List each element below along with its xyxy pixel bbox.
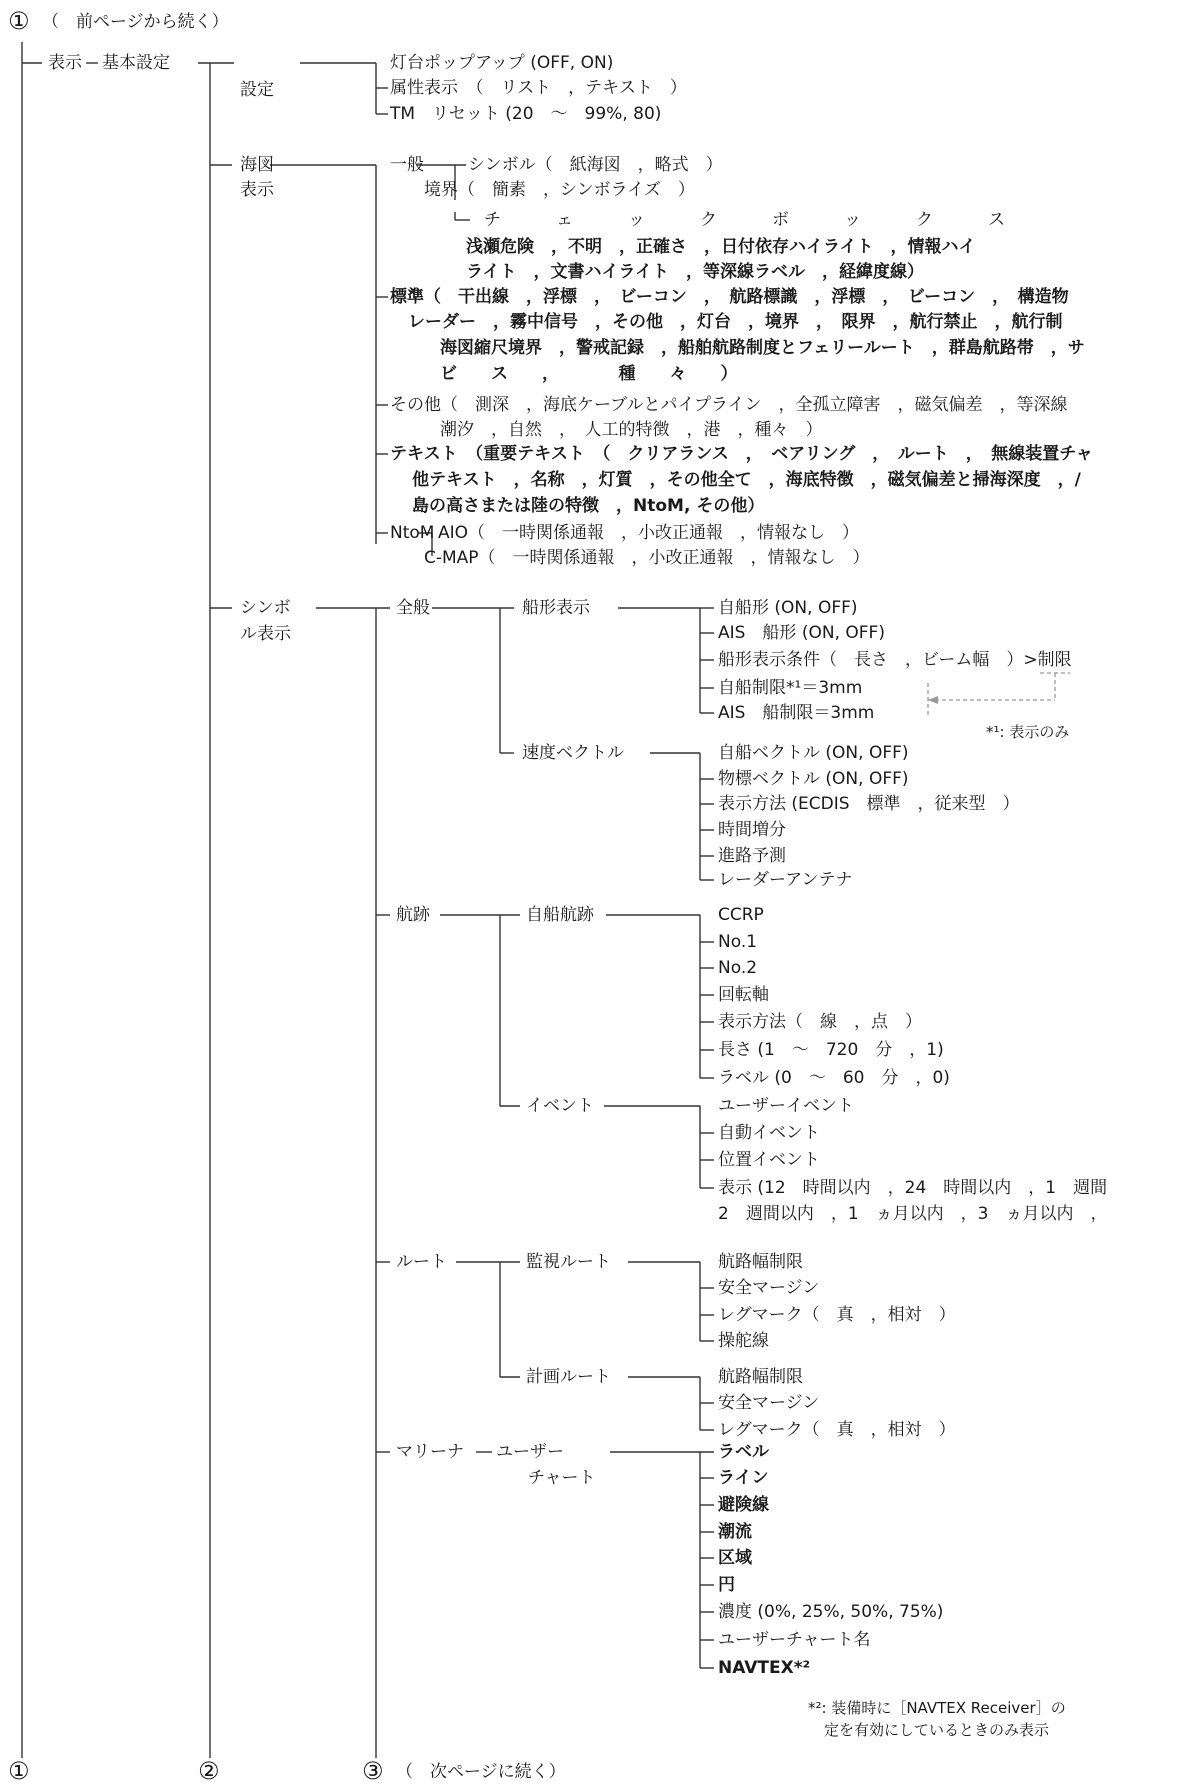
- chart-standard-line-3: 海図縮尺境界 ，警戒記録 ，船舶航路制度とフェリールート ，群島航路帯 ，サ: [440, 338, 1085, 358]
- event-item-display-1: 表示 (12 時間以内 ，24 時間以内 ，1 週間: [718, 1178, 1108, 1198]
- continued-to-text: （ 次ページに続く）: [396, 1762, 566, 1782]
- route-monitor-item-4: 操舵線: [718, 1331, 769, 1351]
- mariner-label: マリーナ: [396, 1442, 464, 1462]
- route-monitor-item-2: 安全マージン: [718, 1278, 820, 1298]
- chart-boundary: 境界（ 簡素 ，シンボライズ ）: [424, 180, 695, 200]
- mariner-item-line: ライン: [718, 1468, 769, 1488]
- vector-item-own: 自船ベクトル (ON, OFF): [718, 743, 909, 763]
- user-chart-label-1: ユーザー: [496, 1442, 564, 1462]
- chart-label-1: 海図: [240, 155, 274, 175]
- route-plan-item-1: 航路幅制限: [718, 1367, 803, 1387]
- root-basic-settings: 基本設定: [102, 53, 170, 73]
- chart-ntom-aio: AIO（ 一時関係通報 ，小改正通報 ，情報なし ）: [438, 523, 860, 543]
- vector-item-antenna: レーダーアンテナ: [718, 870, 853, 890]
- mariner-item-area: 区域: [718, 1548, 752, 1568]
- chart-check-line-2: ライト ，文書ハイライト ，等深線ラベル ，経緯度線）: [466, 262, 924, 282]
- route-plan-item-3: レグマーク（ 真 ，相対 ）: [718, 1420, 956, 1440]
- settings-item-attribute: 属性表示 （ リスト ，テキスト ）: [390, 78, 687, 98]
- track-label: 航跡: [396, 905, 430, 925]
- route-plan-item-2: 安全マージン: [718, 1393, 820, 1413]
- chart-standard-line-4: ビ ス ， 種 々 ）: [440, 364, 738, 384]
- route-monitor-label: 監視ルート: [526, 1252, 611, 1272]
- vector-item-target: 物標ベクトル (ON, OFF): [718, 769, 909, 789]
- marker-1-top: ①: [8, 7, 30, 35]
- ship-item-condition: 船形表示条件（ 長さ ，ビーム幅 ）>制限: [718, 650, 1072, 670]
- chart-symbol: シンボル（ 紙海図 ，略式 ）: [468, 155, 723, 175]
- route-monitor-item-1: 航路幅制限: [718, 1252, 803, 1272]
- mariner-item-navtex: NAVTEX*²: [718, 1658, 811, 1678]
- chart-text-line-3: 島の高さまたは陸の特徴 ，NtoM, その他）: [412, 496, 765, 516]
- marker-1-bottom: ①: [8, 1757, 30, 1785]
- ship-item-own-limit: 自船制限*¹＝3mm: [718, 678, 863, 698]
- ship-item-ais-limit: AIS 船制限＝3mm: [718, 703, 875, 723]
- track-own-item-length: 長さ (1 ～ 720 分 ，1): [718, 1040, 944, 1060]
- user-chart-label-2: チャート: [528, 1468, 596, 1488]
- vector-label: 速度ベクトル: [522, 743, 624, 763]
- track-own-item-no2: No.2: [718, 958, 758, 978]
- ship-item-own-ship: 自船形 (ON, OFF): [718, 598, 858, 618]
- chart-check-label: チ ェ ッ ク ボ ッ ク ス: [484, 210, 1006, 230]
- chart-check-line-1: 浅瀬危険 ，不明 ，正確さ ，日付依存ハイライト ，情報ハイ: [466, 237, 976, 257]
- symbol-general: 全般: [396, 598, 430, 618]
- track-own-item-pivot: 回転軸: [718, 985, 769, 1005]
- mariner-item-user-chart-name: ユーザーチャート名: [718, 1630, 871, 1650]
- vector-item-predict: 進路予測: [718, 846, 786, 866]
- mariner-item-label: ラベル: [718, 1442, 769, 1462]
- continued-from-text: （ 前ページから続く）: [42, 12, 229, 32]
- symbol-label-1: シンボ: [240, 598, 291, 618]
- event-item-display-2: 2 週間以内 ，1 ヵ月以内 ，3 ヵ月以内 ，: [718, 1204, 1108, 1224]
- chart-text-line-2: 他テキスト ，名称 ，灯質 ，その他全て ，海底特徴 ，磁気偏差と掃海深度 ，/: [412, 470, 1081, 490]
- event-item-auto: 自動イベント: [718, 1123, 820, 1143]
- chart-label-2: 表示: [240, 180, 274, 200]
- mariner-note-line-2: 定を有効にしているときのみ表示: [824, 1721, 1050, 1739]
- mariner-item-density: 濃度 (0%, 25%, 50%, 75%): [718, 1602, 944, 1622]
- chart-ntom: NtoM: [390, 523, 435, 543]
- track-own-item-method: 表示方法（ 線 ，点 ）: [718, 1012, 922, 1032]
- chart-standard-line-1: 標準（ 干出線 ，浮標 ， ビーコン ， 航路標識 ，浮標 ， ビーコン ， 構造物: [390, 287, 1069, 307]
- route-label: ルート: [396, 1252, 447, 1272]
- root-display: 表示: [48, 53, 82, 73]
- event-label: イベント: [526, 1096, 594, 1116]
- mariner-note-line-1: *²: 装備時に［NAVTEX Receiver］の: [808, 1699, 1066, 1717]
- route-plan-label: 計画ルート: [526, 1367, 611, 1387]
- chart-other-line-1: その他（ 測深 ，海底ケーブルとパイプライン ，全孤立障害 ，磁気偏差 ，等深線: [390, 395, 1068, 415]
- chart-ntom-cmap: C-MAP（ 一時関係通報 ，小改正通報 ，情報なし ）: [424, 548, 870, 568]
- mariner-item-tide: 潮流: [718, 1522, 752, 1542]
- settings-item-lighthouse: 灯台ポップアップ (OFF, ON): [390, 53, 614, 73]
- marker-3-bottom: ③: [362, 1757, 384, 1785]
- mariner-item-circle: 円: [718, 1575, 735, 1595]
- ship-note: *¹: 表示のみ: [986, 723, 1070, 741]
- mariner-item-clearing-line: 避険線: [718, 1495, 769, 1515]
- track-own-item-ccrp: CCRP: [718, 905, 764, 925]
- track-own-item-no1: No.1: [718, 932, 758, 952]
- chart-standard-line-2: レーダー ，霧中信号 ，その他 ，灯台 ，境界 ， 限界 ，航行禁止 ，航行制: [408, 312, 1063, 332]
- settings-item-tm-reset: TM リセット (20 ～ 99%, 80): [390, 104, 662, 124]
- vector-item-time: 時間増分: [718, 820, 786, 840]
- route-monitor-item-3: レグマーク（ 真 ，相対 ）: [718, 1305, 956, 1325]
- track-own-item-label: ラベル (0 ～ 60 分 ，0): [718, 1068, 950, 1088]
- symbol-label-2: ル表示: [240, 624, 291, 644]
- chart-general: 一般: [390, 155, 424, 175]
- event-item-position: 位置イベント: [718, 1150, 820, 1170]
- ship-label: 船形表示: [522, 598, 590, 618]
- ship-item-ais: AIS 船形 (ON, OFF): [718, 623, 885, 643]
- vector-item-method: 表示方法 (ECDIS 標準 ，従来型 ）: [718, 794, 1020, 814]
- chart-other-line-2: 潮汐 ，自然 ， 人工的特徴 ，港 ，種々 ）: [440, 420, 823, 440]
- settings-label: 設定: [240, 80, 274, 100]
- chart-text-line-1: テキスト （重要テキスト （ クリアランス ， ベアリング ， ルート ， 無線装置チャ: [390, 444, 1093, 464]
- marker-2-bottom: ②: [198, 1757, 220, 1785]
- event-item-user: ユーザーイベント: [718, 1096, 854, 1116]
- track-own-label: 自船航跡: [526, 905, 594, 925]
